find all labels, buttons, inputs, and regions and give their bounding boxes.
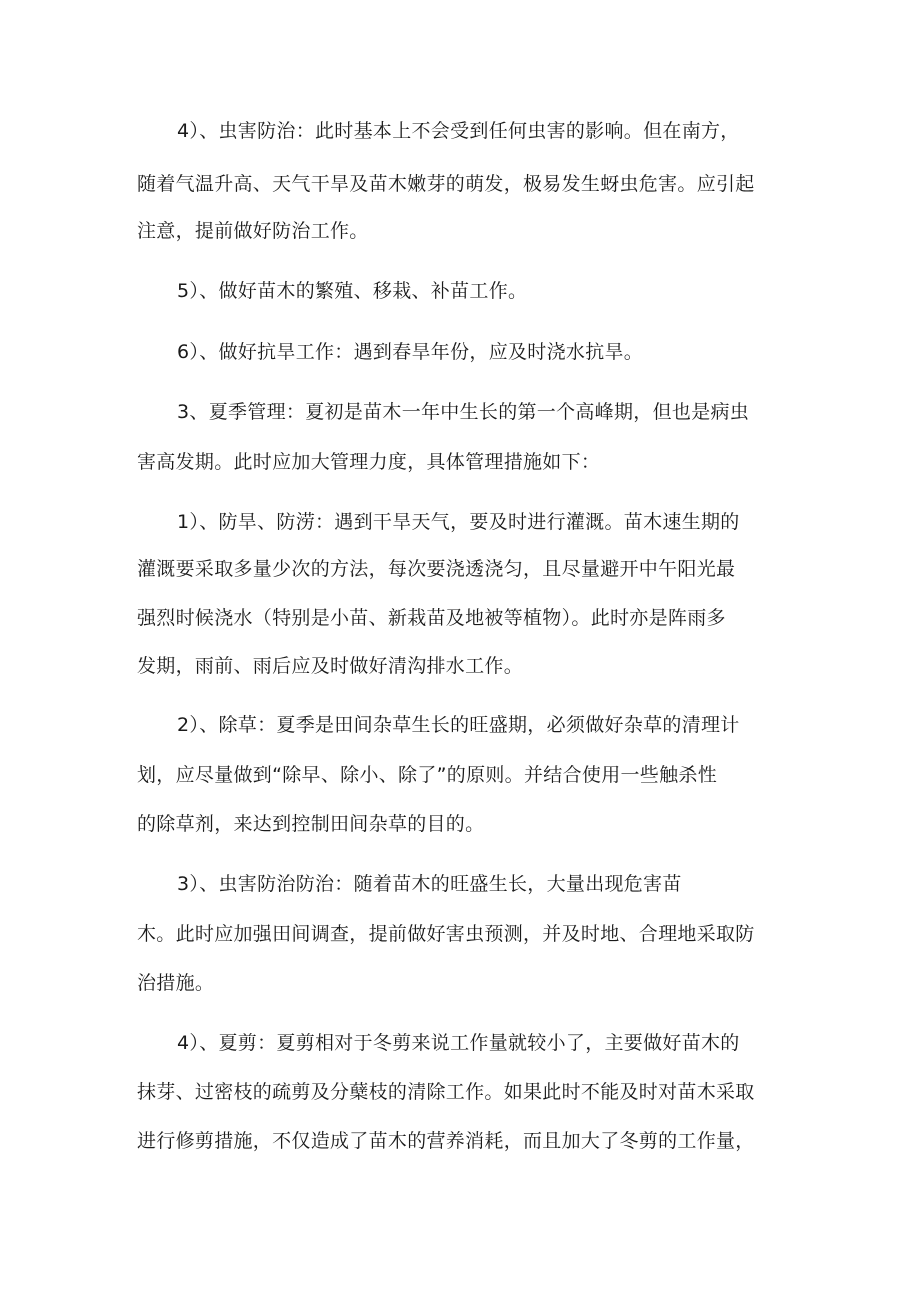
- paragraph-line: 3、夏季管理：夏初是苗木一年中生长的第一个高峰期，但也是病虫: [177, 401, 750, 423]
- paragraph-line: 木。此时应加强田间调查，提前做好害虫预测，并及时地、合理地采取防: [137, 923, 755, 945]
- paragraph-line: 注意，提前做好防治工作。: [137, 220, 369, 242]
- paragraph-line: 2）、除草：夏季是田间杂草生长的旺盛期，必须做好杂草的清理计: [177, 714, 740, 736]
- paragraph-line: 抹芽、过密枝的疏剪及分蘖枝的清除工作。如果此时不能及时对苗木采取: [137, 1081, 755, 1103]
- paragraph-line: 4）、夏剪：夏剪相对于冬剪来说工作量就较小了，主要做好苗木的: [177, 1032, 740, 1054]
- paragraph-line: 治措施。: [137, 972, 215, 994]
- paragraph-line: 3）、虫害防治防治：随着苗木的旺盛生长，大量出现危害苗: [177, 873, 682, 895]
- paragraph-line: 1）、防旱、防涝：遇到干旱天气，要及时进行灌溉。苗木速生期的: [177, 511, 740, 533]
- paragraph-line: 强烈时候浇水（特别是小苗、新栽苗及地被等植物）。此时亦是阵雨多: [137, 607, 726, 629]
- paragraph-line: 6）、做好抗旱工作：遇到春旱年份，应及时浇水抗旱。: [177, 341, 644, 363]
- paragraph-line: 划，应尽量做到“除早、除小、除了”的原则。并结合使用一些触杀性: [137, 764, 717, 786]
- paragraph-line: 4）、虫害防治：此时基本上不会受到任何虫害的影响。但在南方，: [177, 120, 740, 142]
- paragraph-line: 灌溉要采取多量少次的方法，每次要浇透浇匀，且尽量避开中午阳光最: [137, 558, 736, 580]
- paragraph-line: 的除草剂，来达到控制田间杂草的目的。: [137, 813, 485, 835]
- paragraph-line: 5）、做好苗木的繁殖、移栽、补苗工作。: [177, 280, 528, 302]
- paragraph-line: 发期，雨前、雨后应及时做好清沟排水工作。: [137, 655, 524, 677]
- paragraph-line: 进行修剪措施，不仅造成了苗木的营养消耗，而且加大了冬剪的工作量，: [137, 1130, 755, 1152]
- paragraph-line: 害高发期。此时应加大管理力度，具体管理措施如下：: [137, 451, 601, 473]
- paragraph-line: 随着气温升高、天气干旱及苗木嫩芽的萌发，极易发生蚜虫危害。应引起: [137, 173, 755, 195]
